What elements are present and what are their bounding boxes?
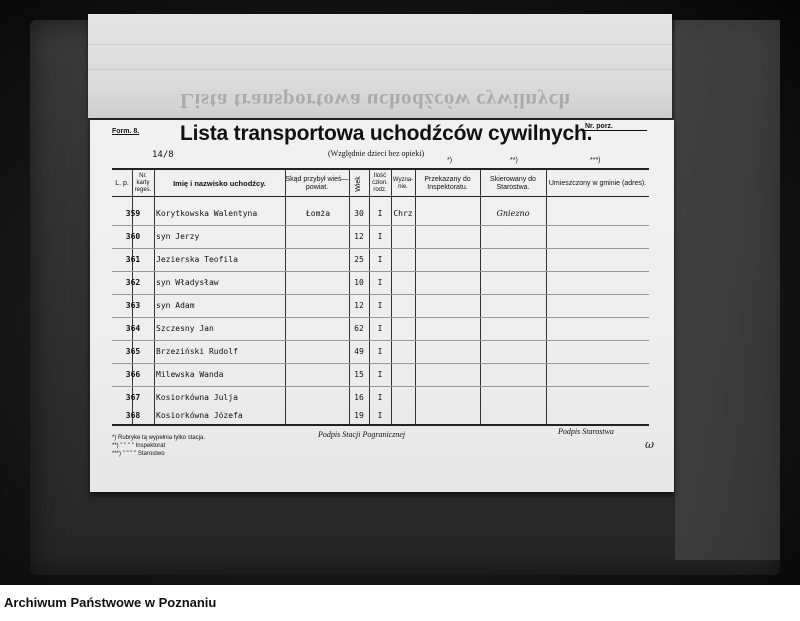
origin-place: Łomża [305,209,331,218]
age-value: 30 [354,209,364,218]
family-count: I [377,393,383,402]
border-station-signature-label: Podpis Stacji Pogranicznej [318,430,406,439]
age-value: 12 [354,301,364,310]
age-value: 15 [354,370,364,379]
family-count: I [377,324,383,333]
folded-flap [88,14,672,118]
refugee-name: Kosiorkówna Julja [156,393,238,402]
row-number: 367 [125,393,141,402]
refugee-name: Kosiorkówna Józefa [156,411,243,420]
transport-list-form [90,120,674,492]
refugee-name: Szczesny Jan [156,324,214,333]
footnote-1: *) Rubryke tą wypełnia tylko stacja. [112,435,206,441]
header-religion: Wyzna-nie. [392,176,414,190]
family-count: I [377,370,383,379]
row-separator [112,363,649,364]
table-row [112,342,649,365]
table-row [112,406,649,429]
starostwo-signature-label: Podpis Starostwa [558,427,614,436]
family-count: I [377,301,383,310]
destination-value: Gniezno [496,209,530,218]
family-count: I [377,347,383,356]
row-separator [112,294,649,295]
header-starostwo: Skierowany do Starostwa. [490,175,536,191]
header-age-text: Wiek [355,175,362,192]
row-number: 364 [125,324,141,333]
row-number: 366 [125,370,141,379]
serial-number-label: Nr. porz. [585,123,647,131]
header-age [349,170,369,197]
refugee-name: Korytkowska Walentyna [156,209,258,218]
row-number: 363 [125,301,141,310]
family-count: I [377,411,383,420]
fold-texture-line [88,69,672,70]
header-commune: Umieszczony w gminie (adres). [548,179,647,187]
table-row [112,227,649,250]
row-separator [112,225,649,226]
footnote-marker-3: ***) [590,157,601,164]
family-count: I [377,255,383,264]
age-value: 49 [354,347,364,356]
age-value: 25 [354,255,364,264]
reference-number: 14/8 [152,150,174,160]
row-separator [112,340,649,341]
row-separator [112,271,649,272]
mirrored-bleed-through-text: Lista transportowa uchodźców cywilnych [180,89,571,113]
family-count: I [377,278,383,287]
age-value: 19 [354,411,364,420]
form-number: Form. 8. [112,128,140,135]
family-count: I [377,209,383,218]
table-row [112,204,649,227]
refugee-name: syn Adam [156,301,195,310]
table-row [112,273,649,296]
row-number: 362 [125,278,141,287]
footnote-marker-2: **) [510,157,518,164]
archive-caption: Archiwum Państwowe w Poznaniu [4,595,217,610]
header-lp: L. p. [115,179,129,187]
header-inspectorate: Przekazany do Inspektoratu. [424,175,471,191]
header-family-count: Ilość człon. rodz. [372,173,388,193]
table-row [112,296,649,319]
header-origin: Skąd przybył wieś—powiat. [285,175,349,191]
table-row [112,319,649,342]
refugee-name: syn Władysław [156,278,219,287]
row-separator [112,386,649,387]
refugee-name: Jezierska Teofila [156,255,238,264]
header-card-number: Nr. karty reges. [134,173,152,193]
row-number: 359 [125,209,141,218]
document-title: Lista transportowa uchodźców cywilnych. [180,122,593,145]
row-number: 361 [125,255,141,264]
header-name: Imię i nazwisko uchodźcy. [173,178,266,188]
row-number: 365 [125,347,141,356]
document-subtitle: (Względnie dzieci bez opieki) [328,149,425,158]
age-value: 62 [354,324,364,333]
table-row [112,250,649,273]
refugee-name: Milewska Wanda [156,370,224,379]
row-number: 360 [125,232,141,241]
refugee-name: Brzeziński Rudolf [156,347,238,356]
footnote-3: ***) " " " " Starostwo [112,451,165,457]
refugee-name: syn Jerzy [156,232,200,241]
row-number: 368 [125,411,141,420]
family-count: I [377,232,383,241]
refugee-table [112,168,649,426]
row-separator [112,248,649,249]
fold-texture-line [88,44,672,45]
footnote-marker-1: *) [447,157,453,164]
handwritten-mark-icon: ω [645,438,654,451]
age-value: 10 [354,278,364,287]
row-separator [112,317,649,318]
age-value: 16 [354,393,364,402]
religion-value: Chrz [393,209,413,218]
table-row [112,365,649,388]
backing-board-edge [675,20,780,560]
footnote-2: **) " " " " Inspektorat [112,443,166,449]
age-value: 12 [354,232,364,241]
